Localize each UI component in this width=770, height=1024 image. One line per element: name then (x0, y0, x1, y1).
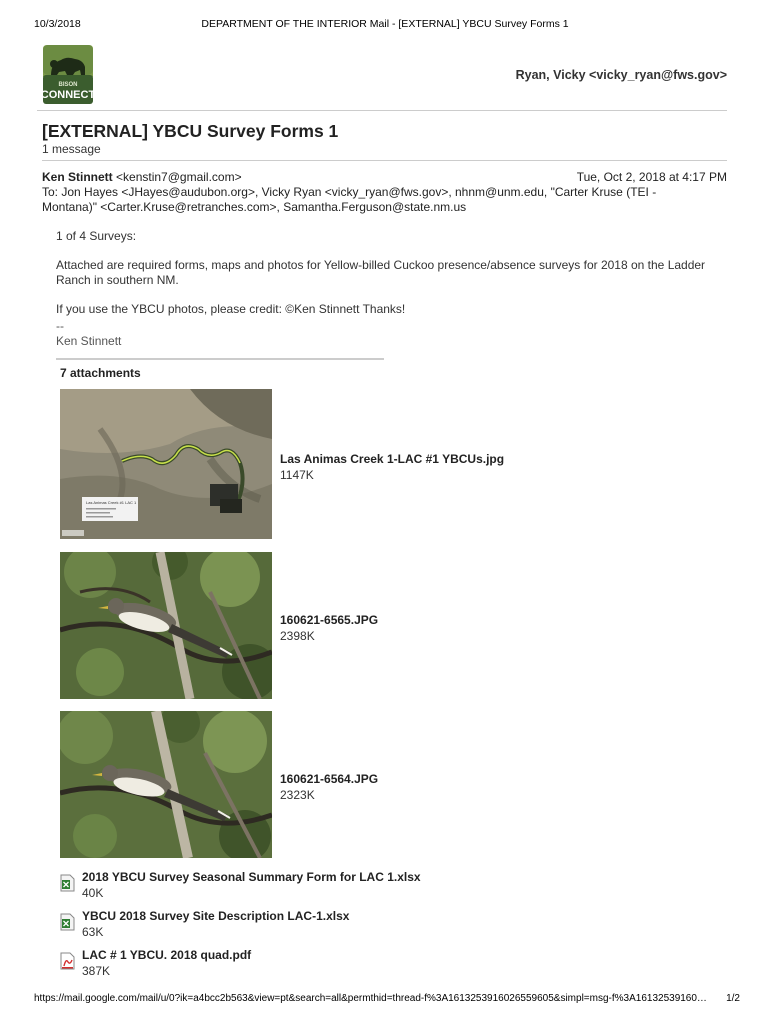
pdf-icon[interactable] (60, 952, 75, 970)
map-legend-title: Las Animas Creek #1 LAC 1 (86, 500, 137, 505)
print-url: https://mail.google.com/mail/u/0?ik=a4bcc2b563&view=pt&search=all&permthid=thread-f%3A1613253916026559605&simpl=msg-f%3A16132539160… (34, 993, 707, 1004)
attachment-size: 1147K (280, 468, 314, 482)
print-title: DEPARTMENT OF THE INTERIOR Mail - [EXTERNAL] YBCU Survey Forms 1 (201, 18, 569, 30)
attachment-info[interactable] (82, 948, 251, 978)
attachment-name[interactable]: LAC # 1 YBCU. 2018 quad.pdf (82, 948, 252, 962)
attachment-size: 63K (82, 925, 104, 939)
signature-separator: -- (56, 319, 64, 333)
attachment-thumbnail-bird-photo[interactable] (60, 552, 272, 699)
sender (42, 170, 242, 184)
sender-name: Ken Stinnett (42, 170, 113, 184)
attachment-info[interactable] (82, 870, 421, 900)
attachment-size: 2398K (280, 629, 315, 643)
attachment-info[interactable] (280, 772, 378, 802)
attachment-name[interactable]: YBCU 2018 Survey Site Description LAC-1.xlsx (82, 909, 350, 923)
attachment-thumbnail-bird-photo[interactable] (60, 711, 272, 858)
attachment-info[interactable] (82, 909, 349, 939)
spreadsheet-icon[interactable] (60, 913, 75, 931)
account-name: Ryan, Vicky <vicky_ryan@fws.gov> (515, 68, 727, 82)
svg-text:BISON: BISON (58, 82, 78, 88)
message-body (56, 229, 716, 349)
message-count: 1 message (42, 142, 101, 156)
spreadsheet-icon[interactable] (60, 874, 75, 892)
attachment-thumbnail-map[interactable] (60, 389, 272, 539)
attachments-header: 7 attachments (60, 366, 141, 380)
attachment-size: 40K (82, 886, 104, 900)
attachments-divider (56, 358, 384, 360)
svg-text:CONNECT: CONNECT (40, 89, 96, 101)
attachment-name[interactable]: 2018 YBCU Survey Seasonal Summary Form for LAC 1.xlsx (82, 870, 421, 884)
attachment-name[interactable]: Las Animas Creek 1-LAC #1 YBCUs.jpg (280, 452, 505, 466)
thread-subject: [EXTERNAL] YBCU Survey Forms 1 (42, 121, 339, 141)
header-divider (37, 110, 727, 111)
recipients: To: Jon Hayes <JHayes@audubon.org>, Vicky Ryan <vicky_ryan@fws.gov>, nhnm@unm.edu, "Carter Kruse (TEI - Montana)" <Carter.Kruse@retranches.com>, Samantha.Ferguson@state.nm.us (42, 185, 657, 214)
subject-divider (42, 160, 727, 161)
attachment-size: 2323K (280, 788, 315, 802)
body-paragraph: 1 of 4 Surveys: (56, 229, 137, 243)
attachment-name[interactable]: 160621-6564.JPG (280, 772, 379, 786)
body-paragraph: If you use the YBCU photos, please credit: ©Ken Stinnett Thanks! (56, 302, 406, 316)
body-paragraph: Attached are required forms, maps and photos for Yellow-billed Cuckoo presence/absence surveys for 2018 on the Ladder Ranch in southern NM. (56, 258, 706, 287)
message-date: Tue, Oct 2, 2018 at 4:17 PM (576, 170, 727, 184)
print-page-number: 1/2 (726, 993, 740, 1004)
attachment-info[interactable] (280, 452, 504, 482)
attachment-name[interactable]: 160621-6565.JPG (280, 613, 379, 627)
print-date: 10/3/2018 (34, 18, 81, 30)
attachment-size: 387K (82, 964, 111, 978)
signature: Ken Stinnett (56, 334, 122, 348)
sender-email[interactable]: <kenstin7@gmail.com> (116, 170, 242, 184)
bison-connect-logo[interactable] (37, 45, 99, 104)
attachment-info[interactable] (280, 613, 378, 643)
